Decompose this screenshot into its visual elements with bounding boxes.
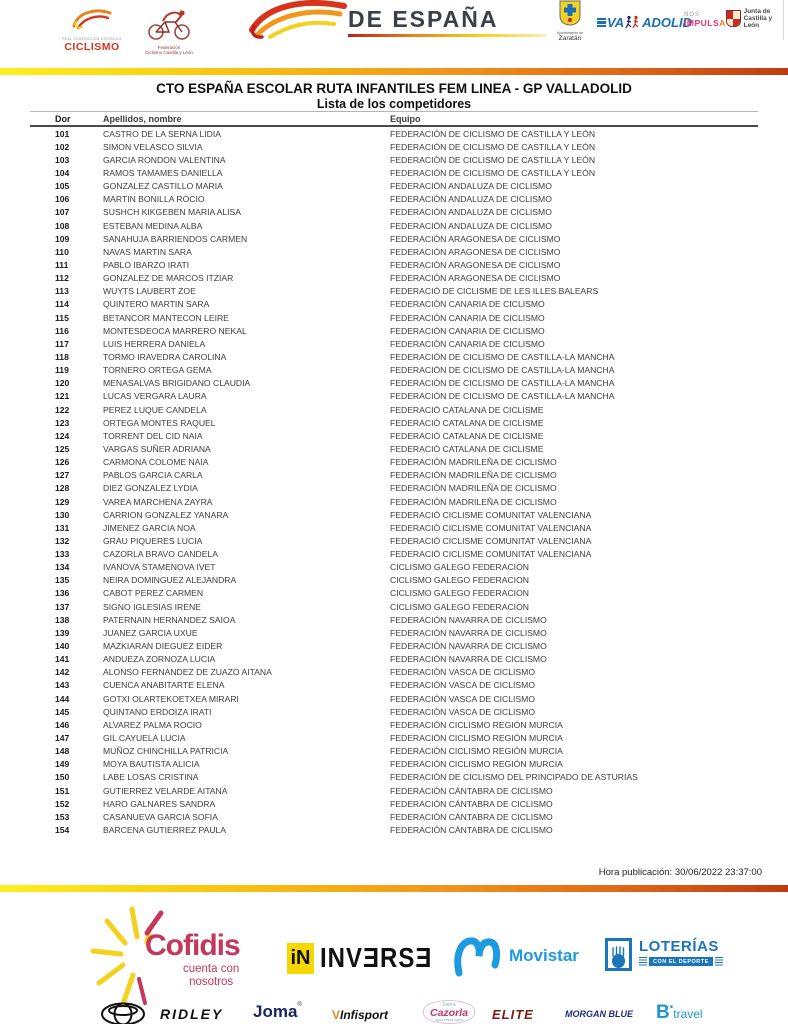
table-row <box>30 679 758 692</box>
row-team: FEDERACIÓN DE CICLISMO DE CASTILLA Y LEÓN <box>390 141 596 152</box>
row-name: QUINTERO MARTIN SARA <box>103 299 210 310</box>
table-row <box>30 745 758 758</box>
table-row <box>30 429 758 442</box>
row-team: FEDERACIÓN ARAGONESA DE CICLISMO <box>390 273 561 284</box>
rfec-logo <box>62 6 122 53</box>
table-row <box>30 166 758 179</box>
row-name: SIMON VELASCO SILVIA <box>103 141 203 152</box>
rfec-subtitle: REAL FEDERACIÓN ESPAÑOLA <box>62 37 122 41</box>
row-name: ESTEBAN MEDINA ALBA <box>103 220 203 231</box>
table-row <box>30 364 758 377</box>
table-row <box>30 350 758 363</box>
row-dorsal: 132 <box>55 535 70 546</box>
row-name: CABOT PEREZ CARMEN <box>103 588 204 599</box>
row-name: HARO GALNARES SANDRA <box>103 798 216 809</box>
row-team: FEDERACIÓN DE CICLISMO DE CASTILLA-LA MANCHA <box>390 391 615 402</box>
row-team: FEDERACIÓN CANARIA DE CICLISMO <box>390 325 545 336</box>
row-team: FEDERACIÓ CICLISME COMUNITAT VALENCIANA <box>390 522 592 533</box>
row-dorsal: 135 <box>55 575 70 586</box>
joma-registered: ® <box>297 1002 302 1008</box>
cofidis-tagline: cuenta con nosotros <box>183 963 240 988</box>
row-name: GIL CAYUELA LUCIA <box>103 733 186 744</box>
table-row <box>30 653 758 666</box>
row-dorsal: 111 <box>55 259 69 270</box>
row-dorsal: 107 <box>55 207 70 218</box>
loterias-band: CON EL DEPORTE <box>649 957 713 966</box>
row-team: FEDERACIÓN MADRILEÑA DE CICLISMO <box>390 496 557 507</box>
row-dorsal: 122 <box>55 404 70 415</box>
row-team: FEDERACIÓN VASCA DE CICLISMO <box>390 667 536 678</box>
fccyl-logo <box>133 8 205 55</box>
row-team: FEDERACIÓN CICLISMO REGIÓN MURCIA <box>390 746 563 757</box>
row-dorsal: 142 <box>55 667 70 678</box>
valladolid-bars-icon <box>597 17 606 29</box>
row-dorsal: 112 <box>55 273 69 284</box>
btravel-logo: B•travel <box>656 1002 703 1023</box>
table-row <box>30 416 758 429</box>
row-team: FEDERACIÓN CANARIA DE CICLISMO <box>390 338 545 349</box>
row-name: GOTXI OLARTEKOETXEA MIRARI <box>103 693 239 704</box>
valladolid-part1: VA <box>607 15 625 30</box>
loterias-name: LOTERÍAS <box>639 938 719 955</box>
zaratan-shield-icon <box>559 0 581 26</box>
row-name: RAMOS TAMAMES DANIELLA <box>103 167 223 178</box>
row-name: TORNERO ORTEGA GEMA <box>103 365 212 376</box>
btravel-dot-icon: • <box>669 1002 674 1013</box>
row-dorsal: 131 <box>55 522 70 533</box>
table-row <box>30 403 758 416</box>
cyclist-icon <box>143 8 195 40</box>
row-name: CAZORLA BRAVO CANDELA <box>103 549 218 560</box>
row-team: FEDERACIÓN DE CICLISMO DE CASTILLA Y LEÓN <box>390 154 596 165</box>
table-row <box>30 534 758 547</box>
row-name: ALVAREZ PALMA ROCIO <box>103 719 202 730</box>
row-dorsal: 130 <box>55 509 70 520</box>
table-row <box>30 718 758 731</box>
row-team: FEDERACIÓN NAVARRA DE CICLISMO <box>390 614 547 625</box>
row-team: FEDERACIÓN DE CICLISMO DE CASTILLA-LA MANCHA <box>390 365 615 376</box>
row-name: NEIRA DOMINGUEZ ALEJANDRA <box>103 575 237 586</box>
col-header-team: Equipo <box>390 113 421 124</box>
row-team: FEDERACIÓN CICLISMO REGIÓN MURCIA <box>390 733 563 744</box>
zaratan-logo <box>553 0 587 42</box>
table-row <box>30 298 758 311</box>
row-dorsal: 136 <box>55 588 70 599</box>
row-dorsal: 116 <box>55 325 69 336</box>
row-team: FEDERACIÓN DE CICLISMO DEL PRINCIPADO DE ASTURIAS <box>390 772 638 783</box>
table-row <box>30 521 758 534</box>
row-dorsal: 105 <box>55 181 70 192</box>
cazorla-sub: agua fresca sabor <box>434 1018 463 1022</box>
row-team: FEDERACIÓN VASCA DE CICLISMO <box>390 706 536 717</box>
row-team: FEDERACIÓ CICLISME COMUNITAT VALENCIANA <box>390 509 592 520</box>
junta-shield-icon <box>726 10 741 27</box>
row-team: FEDERACIÓN CICLISMO REGIÓN MURCIA <box>390 759 563 770</box>
row-team: FEDERACIÓN CICLISMO REGIÓN MURCIA <box>390 719 563 730</box>
row-dorsal: 146 <box>55 719 70 730</box>
movistar-m-icon <box>452 935 500 977</box>
row-name: TORMO IRAVEDRA CAROLINA <box>103 351 227 362</box>
row-name: MUÑOZ CHINCHILLA PATRICIA <box>103 746 229 757</box>
nos-impulsa-line1: NOS <box>684 12 701 18</box>
table-row <box>30 613 758 626</box>
row-team: CICLISMO GALEGO FEDERACION <box>390 562 529 573</box>
row-dorsal: 134 <box>55 562 70 573</box>
table-row <box>30 758 758 771</box>
table-row <box>30 180 758 193</box>
row-team: FEDERACIÓN ARAGONESA DE CICLISMO <box>390 233 561 244</box>
row-name: VARGAS SUÑER ADRIANA <box>103 443 211 454</box>
row-team: FEDERACIÓN VASCA DE CICLISMO <box>390 693 536 704</box>
ridley-logo: RIDLEY <box>160 1006 224 1022</box>
row-dorsal: 137 <box>55 601 70 612</box>
row-team: FEDERACIÓN CÁNTABRA DE CICLISMO <box>390 785 553 796</box>
row-team: FEDERACIÓN NAVARRA DE CICLISMO <box>390 641 547 652</box>
row-name: TORRENT DEL CID NAIA <box>103 430 203 441</box>
row-dorsal: 149 <box>55 759 70 770</box>
col-header-dor: Dor <box>55 113 71 124</box>
loterias-stripes-left <box>639 957 647 966</box>
rfec-swirl-icon <box>70 6 114 32</box>
table-row <box>30 574 758 587</box>
row-name: MAZKIARAN DIEGUEZ EIDER <box>103 641 223 652</box>
table-row <box>30 823 758 836</box>
table-row <box>30 127 758 140</box>
row-name: PABLO IBARZO IRATI <box>103 259 190 270</box>
row-team: FEDERACIÓN MADRILEÑA DE CICLISMO <box>390 457 557 468</box>
joma-logo: Joma® <box>253 1002 302 1021</box>
row-dorsal: 139 <box>55 627 70 638</box>
row-team: FEDERACIÓN ANDALUZA DE CICLISMO <box>390 181 552 192</box>
row-name: SUSHCH KIKGEBEN MARIA ALISA <box>103 207 242 218</box>
loterias-logo <box>605 938 723 971</box>
cazorla-name: Cazorla <box>430 1007 468 1019</box>
row-name: ANDUEZA ZORNOZA LUCIA <box>103 654 216 665</box>
row-dorsal: 101 <box>55 128 70 139</box>
row-team: FEDERACIÓN ANDALUZA DE CICLISMO <box>390 194 552 205</box>
table-row <box>30 390 758 403</box>
table-row <box>30 482 758 495</box>
row-dorsal: 120 <box>55 378 70 389</box>
table-row <box>30 810 758 823</box>
cofidis-name: Cofidis <box>145 929 240 962</box>
impulsa-triangle: A <box>719 18 726 28</box>
table-row <box>30 153 758 166</box>
row-team: FEDERACIÓN CÁNTABRA DE CICLISMO <box>390 811 553 822</box>
valladolid-part2: ADOLID <box>642 15 692 30</box>
inverse-logo <box>287 943 432 974</box>
row-team: FEDERACIÓ CICLISME COMUNITAT VALENCIANA <box>390 535 592 546</box>
valladolid-logo <box>597 15 692 30</box>
row-name: VAREA MARCHENA ZAYRA <box>103 496 213 507</box>
table-row <box>30 561 758 574</box>
row-dorsal: 140 <box>55 641 70 652</box>
row-name: GONZALEZ CASTILLO MARIA <box>103 181 223 192</box>
row-team: FEDERACIÓN ANDALUZA DE CICLISMO <box>390 207 552 218</box>
row-dorsal: 147 <box>55 733 70 744</box>
table-row <box>30 692 758 705</box>
row-name: CUENCA ANABITARTE ELENA <box>103 680 225 691</box>
zaratan-sub: Ayuntamiento de <box>556 31 584 35</box>
row-dorsal: 138 <box>55 614 70 625</box>
row-name: NAVAS MARTIN SARA <box>103 246 192 257</box>
table-row <box>30 219 758 232</box>
table-row <box>30 587 758 600</box>
nos-impulsa-line2: IMPULSA <box>684 18 726 28</box>
row-name: GUTIERREZ VELARDE AITANA <box>103 785 228 796</box>
row-name: ALONSO FERNANDEZ DE ZUAZO AITANA <box>103 667 272 678</box>
table-row <box>30 626 758 639</box>
table-row <box>30 285 758 298</box>
row-name: DIEZ GONZALEZ LYDIA <box>103 483 198 494</box>
row-dorsal: 110 <box>55 246 69 257</box>
row-dorsal: 153 <box>55 811 70 822</box>
row-dorsal: 114 <box>55 299 69 310</box>
row-name: LUIS HERRERA DANIELA <box>103 338 206 349</box>
row-team: FEDERACIÓ DE CICLISME DE LES ILLES BALEARS <box>390 286 599 297</box>
row-dorsal: 109 <box>55 233 70 244</box>
morgan-blue-logo: MORGAN BLUE <box>565 1009 633 1019</box>
row-name: PEREZ LUQUE CANDELA <box>103 404 207 415</box>
table-row <box>30 140 758 153</box>
fccyl-label1: Federación <box>157 45 181 50</box>
row-team: CICLISMO GALEGO FEDERACION <box>390 575 529 586</box>
row-dorsal: 152 <box>55 798 70 809</box>
row-dorsal: 143 <box>55 680 70 691</box>
row-name: PATERNAIN HERNANDEZ SAIOA <box>103 614 236 625</box>
row-name: WUYTS LAUBERT ZOE <box>103 286 196 297</box>
row-team: FEDERACIÓN CÁNTABRA DE CICLISMO <box>390 825 553 836</box>
row-dorsal: 115 <box>55 312 69 323</box>
row-team: FEDERACIÓN ARAGONESA DE CICLISMO <box>390 259 561 270</box>
table-row <box>30 495 758 508</box>
row-name: BETANCOR MANTECON LEIRE <box>103 312 229 323</box>
row-name: PABLOS GARCIA CARLA <box>103 470 203 481</box>
row-team: FEDERACIÓ CATALANA DE CICLISME <box>390 430 544 441</box>
rfec-title: CICLISMO <box>64 41 120 53</box>
row-dorsal: 126 <box>55 457 70 468</box>
infisport-wing-icon: V <box>332 1008 341 1022</box>
table-row <box>30 797 758 810</box>
table-row <box>30 193 758 206</box>
inverse-name: INVƎRSƎ <box>320 942 433 974</box>
row-dorsal: 119 <box>55 365 69 376</box>
row-dorsal: 106 <box>55 194 70 205</box>
row-name: JIMENEZ GARCIA NOA <box>103 522 196 533</box>
gradient-bar-bottom <box>0 885 788 892</box>
campeonatos-title: DE ESPAÑA <box>348 6 499 32</box>
campeonatos-flame-icon <box>248 0 348 40</box>
row-team: CICLISMO GALEGO FEDERACION <box>390 601 529 612</box>
table-row <box>30 784 758 797</box>
infisport-logo: VInfisport <box>332 1008 389 1022</box>
row-dorsal: 133 <box>55 549 70 560</box>
row-name: MENASALVAS BRIGIDANO CLAUDIA <box>103 378 251 389</box>
row-team: FEDERACIÓN CANARIA DE CICLISMO <box>390 312 545 323</box>
row-team: FEDERACIÓ CATALANA DE CICLISME <box>390 417 544 428</box>
row-dorsal: 148 <box>55 746 70 757</box>
row-team: FEDERACIÓN DE CICLISMO DE CASTILLA-LA MANCHA <box>390 351 615 362</box>
elite-logo: ELITE <box>492 1007 534 1022</box>
row-name: BARCENA GUTIERREZ PAULA <box>103 825 227 836</box>
fccyl-label2: Ciclismo Castilla y León <box>145 50 193 55</box>
nos-impulsa-logo <box>684 12 726 28</box>
table-row <box>30 456 758 469</box>
campeonatos-underline <box>348 34 546 37</box>
row-dorsal: 151 <box>55 785 70 796</box>
loterias-hand-icon <box>605 938 632 971</box>
table-row <box>30 705 758 718</box>
row-dorsal: 129 <box>55 496 70 507</box>
row-team: FEDERACIÓN ARAGONESA DE CICLISMO <box>390 246 561 257</box>
row-dorsal: 141 <box>55 654 70 665</box>
row-team: FEDERACIÓN CANARIA DE CICLISMO <box>390 299 545 310</box>
row-dorsal: 145 <box>55 706 70 717</box>
row-team: FEDERACIÓ CATALANA DE CICLISME <box>390 404 544 415</box>
page-subtitle: Lista de los competidores <box>316 97 472 111</box>
row-dorsal: 118 <box>55 351 69 362</box>
row-dorsal: 127 <box>55 470 70 481</box>
table-row <box>30 258 758 271</box>
row-dorsal: 108 <box>55 220 70 231</box>
inverse-box-icon: iN <box>287 943 314 974</box>
page-title: CTO ESPAÑA ESCOLAR RUTA INFANTILES FEM LINEA - GP VALLADOLID <box>156 81 632 96</box>
competitors-table <box>30 111 758 837</box>
row-name: CASTRO DE LA SERNA LIDIA <box>103 128 221 139</box>
row-dorsal: 113 <box>55 286 69 297</box>
table-row <box>30 272 758 285</box>
row-dorsal: 117 <box>55 338 69 349</box>
table-row <box>30 771 758 784</box>
row-name: CASANUEVA GARCIA SOFIA <box>103 811 218 822</box>
row-name: SANAHUJA BARRIENDOS CARMEN <box>103 233 248 244</box>
row-dorsal: 123 <box>55 417 70 428</box>
row-name: LUCAS VERGARA LAURA <box>103 391 207 402</box>
row-team: FEDERACIÓ CICLISME COMUNITAT VALENCIANA <box>390 549 592 560</box>
loterias-stripes-right <box>715 957 723 966</box>
table-row <box>30 377 758 390</box>
runners-icon <box>625 15 641 30</box>
row-dorsal: 125 <box>55 443 70 454</box>
toyota-logo <box>100 1002 146 1024</box>
row-team: CICLISMO GALEGO FEDERACION <box>390 588 529 599</box>
row-name: SIGNO IGLESIAS IRENE <box>103 601 201 612</box>
table-row <box>30 666 758 679</box>
publication-time: Hora publicación: 30/06/2022 23:37:00 <box>598 867 762 878</box>
table-row <box>30 337 758 350</box>
row-name: GRAU PIQUERES LUCIA <box>103 535 203 546</box>
table-row <box>30 639 758 652</box>
row-dorsal: 150 <box>55 772 70 783</box>
row-name: MOYA BAUTISTA ALICIA <box>103 759 200 770</box>
row-team: FEDERACIÓN MADRILEÑA DE CICLISMO <box>390 483 557 494</box>
row-dorsal: 124 <box>55 430 70 441</box>
table-row <box>30 600 758 613</box>
row-team: FEDERACIÓN DE CICLISMO DE CASTILLA Y LEÓN <box>390 128 596 139</box>
table-row <box>30 324 758 337</box>
row-name: GARCIA RONDON VALENTINA <box>103 154 226 165</box>
table-row <box>30 311 758 324</box>
row-name: ORTEGA MONTES RAQUEL <box>103 417 216 428</box>
row-dorsal: 102 <box>55 141 70 152</box>
row-team: FEDERACIÓN NAVARRA DE CICLISMO <box>390 654 547 665</box>
movistar-logo <box>452 935 579 977</box>
row-team: FEDERACIÓN ANDALUZA DE CICLISMO <box>390 220 552 231</box>
row-name: CARRION GONZALEZ YANARA <box>103 509 229 520</box>
row-dorsal: 121 <box>55 391 70 402</box>
table-row <box>30 245 758 258</box>
movistar-name: Movistar <box>509 946 579 965</box>
row-team: FEDERACIÓN CÁNTABRA DE CICLISMO <box>390 798 553 809</box>
row-name: CARMONA COLOME NAIA <box>103 457 209 468</box>
header-divider <box>783 0 784 40</box>
junta-logo <box>726 8 788 29</box>
row-team: FEDERACIÓN NAVARRA DE CICLISMO <box>390 627 547 638</box>
row-name: JUANEZ GARCIA UXUE <box>103 627 198 638</box>
row-team: FEDERACIÓ CATALANA DE CICLISME <box>390 443 544 454</box>
table-row <box>30 508 758 521</box>
col-header-name: Apellidos, nombre <box>103 113 182 124</box>
row-name: GONZALEZ DE MARCOS ITZIAR <box>103 273 234 284</box>
table-body <box>30 127 758 837</box>
table-row <box>30 548 758 561</box>
table-row <box>30 469 758 482</box>
table-row <box>30 232 758 245</box>
table-row <box>30 442 758 455</box>
table-row <box>30 206 758 219</box>
row-team: FEDERACIÓN VASCA DE CICLISMO <box>390 680 536 691</box>
cazorla-logo <box>423 1000 475 1024</box>
row-dorsal: 103 <box>55 154 70 165</box>
row-dorsal: 144 <box>55 693 70 704</box>
row-name: IVANOVA STAMENOVA IVET <box>103 562 216 573</box>
row-team: FEDERACIÓN DE CICLISMO DE CASTILLA-LA MANCHA <box>390 378 615 389</box>
cazorla-sierra: Sierra <box>442 1002 456 1008</box>
row-team: FEDERACIÓN DE CICLISMO DE CASTILLA Y LEÓN <box>390 167 596 178</box>
row-name: LABE LOSAS CRISTINA <box>103 772 199 783</box>
table-header <box>30 111 758 127</box>
row-dorsal: 154 <box>55 825 70 836</box>
row-dorsal: 104 <box>55 167 70 178</box>
gradient-bar-top <box>0 68 788 75</box>
table-row <box>30 731 758 744</box>
row-name: MARTIN BONILLA ROCIO <box>103 194 205 205</box>
row-team: FEDERACIÓN MADRILEÑA DE CICLISMO <box>390 470 557 481</box>
junta-label: Junta de Castilla y León <box>743 8 773 29</box>
row-dorsal: 128 <box>55 483 70 494</box>
row-name: QUINTANO ERDOIZA IRATI <box>103 706 212 717</box>
row-name: MONTESDEOCA MARRERO NEKAL <box>103 325 247 336</box>
zaratan-name: Zaratán <box>558 35 582 42</box>
